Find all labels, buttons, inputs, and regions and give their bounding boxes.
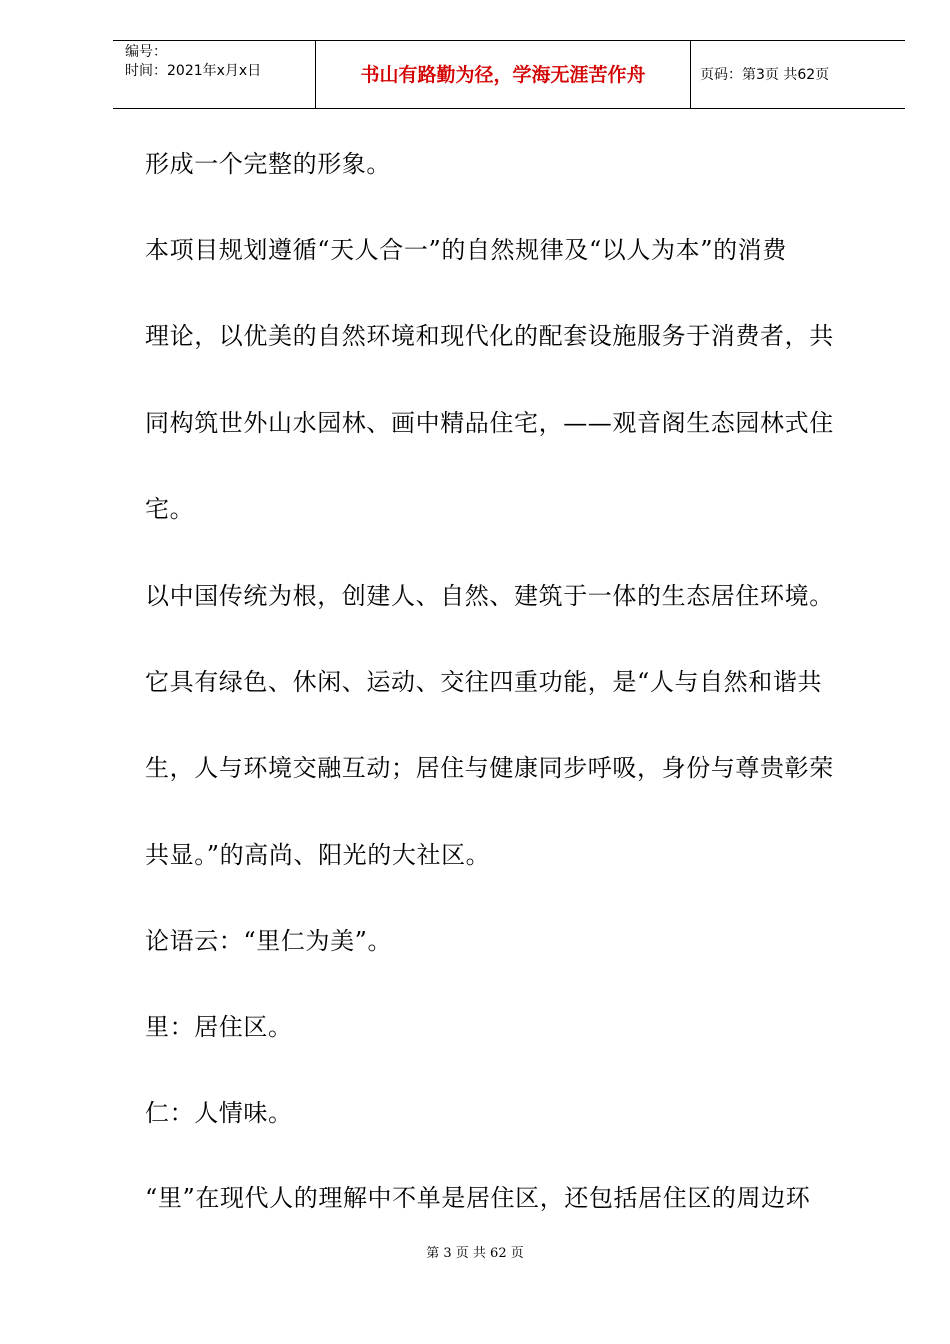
body-line: 仁：人情味。 xyxy=(145,1099,293,1127)
document-number-label: 编号： xyxy=(125,44,167,60)
header-page-cell xyxy=(691,41,905,108)
body-line: “里”在现代人的理解中不单是居住区，还包括居住区的周边环 xyxy=(145,1184,811,1212)
header-page-info: 页码：第3页 共62页 xyxy=(700,67,830,83)
body-line: 理论，以优美的自然环境和现代化的配套设施服务于消费者，共 xyxy=(145,322,834,350)
header-motto-cell xyxy=(316,41,691,108)
document-time-label: 时间：2021年x月x日 xyxy=(125,63,262,79)
body-line: 本项目规划遵循“天人合一”的自然规律及“以人为本”的消费 xyxy=(145,236,787,264)
header-meta-cell xyxy=(113,41,316,108)
body-line: 以中国传统为根，创建人、自然、建筑于一体的生态居住环境。 xyxy=(145,582,834,610)
body-line: 论语云：“里仁为美”。 xyxy=(145,927,393,955)
body-line: 共显。”的高尚、阳光的大社区。 xyxy=(145,841,491,869)
body-line: 同构筑世外山水园林、画中精品住宅，——观音阁生态园林式住 xyxy=(145,409,834,437)
page-header xyxy=(113,40,905,109)
body-line: 里：居住区。 xyxy=(145,1013,293,1041)
body-line: 宅。 xyxy=(145,495,195,523)
page-footer: 第 3 页 共 62 页 xyxy=(426,1246,524,1261)
header-motto: 书山有路勤为径，学海无涯苦作舟 xyxy=(360,64,646,86)
body-line: 它具有绿色、休闲、运动、交往四重功能，是“人与自然和谐共 xyxy=(145,668,823,696)
body-line: 形成一个完整的形象。 xyxy=(145,150,391,178)
body-line: 生，人与环境交融互动；居住与健康同步呼吸，身份与尊贵彰荣 xyxy=(145,754,834,782)
